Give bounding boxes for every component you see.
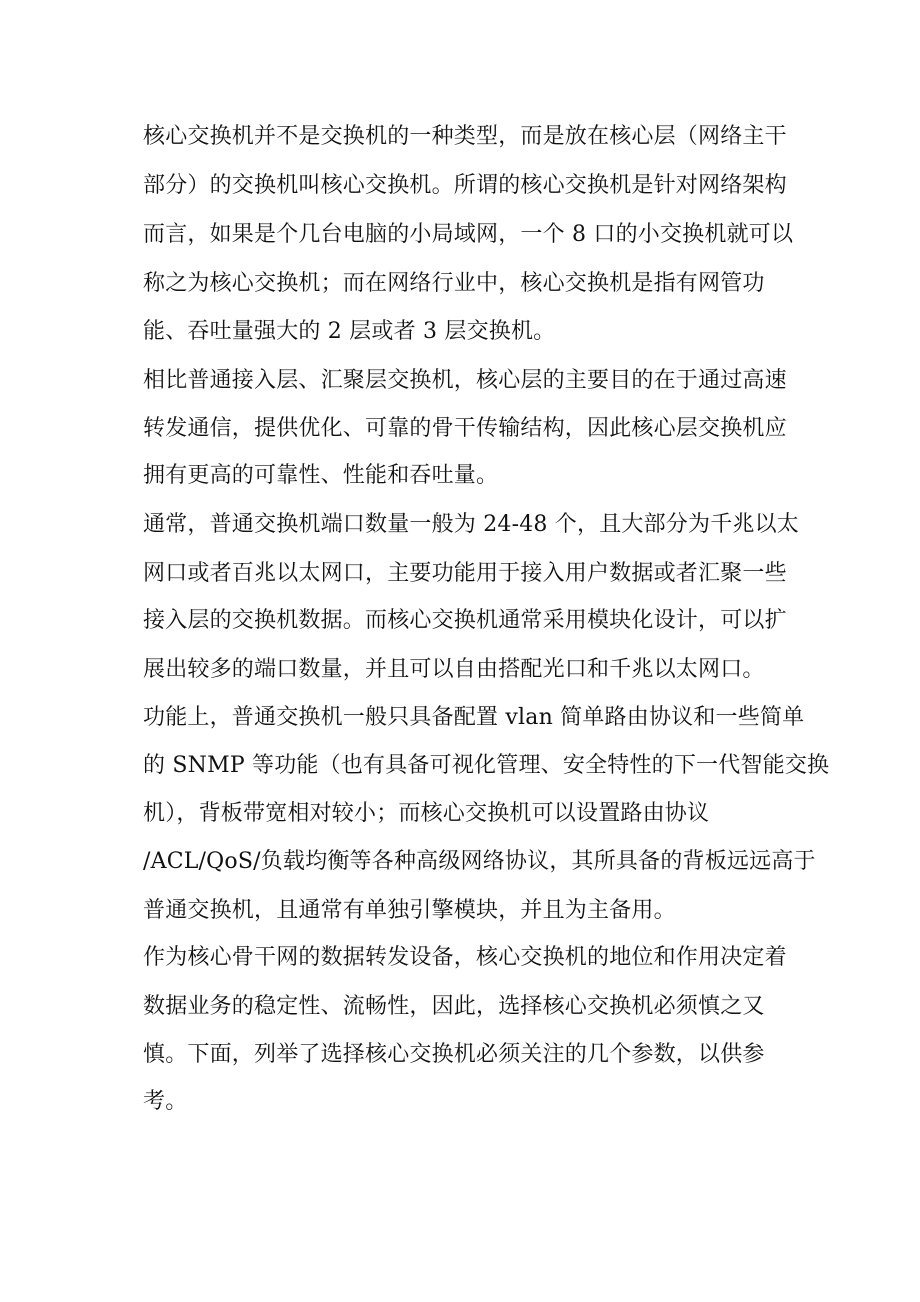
text-line: 通常，普通交换机端口数量一般为 24-48 个，且大部分为千兆以太 [143,512,800,537]
text-line: 功能上，普通交换机一般只具备配置 vlan 简单路由协议和一些简单 [143,705,805,730]
text-line: 考。 [143,1089,188,1114]
text-line: 能、吞吐量强大的 2 层或者 3 层交换机。 [143,319,556,344]
text-line: 转发通信，提供优化、可靠的骨干传输结构，因此核心层交换机应 [143,416,787,441]
text-line: 普通交换机，且通常有单独引擎模块，并且为主备用。 [143,898,676,923]
text-line: 展出较多的端口数量，并且可以自由搭配光口和千兆以太网口。 [143,657,765,682]
text-line: 网口或者百兆以太网口，主要功能用于接入用户数据或者汇聚一些 [143,561,787,586]
text-line: 部分）的交换机叫核心交换机。所谓的核心交换机是针对网络架构 [143,173,787,198]
text-line: 数据业务的稳定性、流畅性，因此，选择核心交换机必须慎之又 [143,994,765,1019]
text-line: 接入层的交换机数据。而核心交换机通常采用模块化设计，可以扩 [143,608,787,633]
text-line: 机），背板带宽相对较小；而核心交换机可以设置路由协议 [143,801,710,826]
text-line: 称之为核心交换机；而在网络行业中，核心交换机是指有网管功 [143,271,765,296]
text-line: 拥有更高的可靠性、性能和吞吐量。 [143,463,499,488]
text-line: 慎。下面，列举了选择核心交换机必须关注的几个参数，以供参 [143,1042,765,1067]
text-line: 核心交换机并不是交换机的一种类型，而是放在核心层（网络主干 [143,124,787,149]
text-line: 作为核心骨干网的数据转发设备，核心交换机的地位和作用决定着 [143,945,787,970]
text-line: 相比普通接入层、汇聚层交换机，核心层的主要目的在于通过高速 [143,368,787,393]
text-line: 而言，如果是个几台电脑的小局域网，一个 8 口的小交换机就可以 [143,222,794,247]
text-line: /ACL/QoS/负载均衡等各种高级网络协议，其所具备的背板远远高于 [143,849,816,874]
text-line: 的 SNMP 等功能（也有具备可视化管理、安全特性的下一代智能交换 [143,753,830,778]
